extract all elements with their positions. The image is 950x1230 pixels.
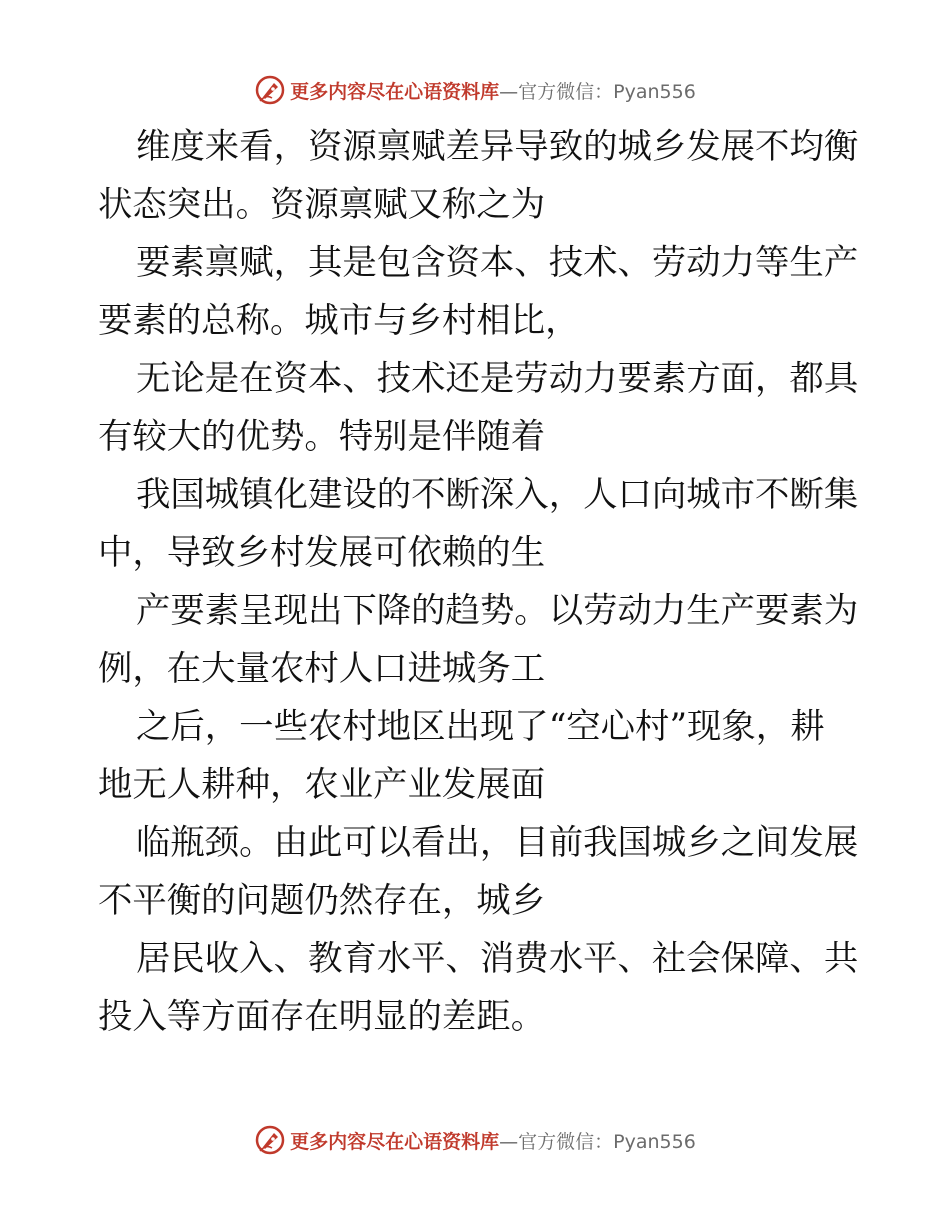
paragraph xyxy=(98,930,858,1046)
footer-promo-dash: — xyxy=(499,1130,519,1153)
paragraph-line: 临瓶颈。由此可以看出，目前我国城乡之间发展 xyxy=(136,823,859,863)
pen-nib-logo-icon xyxy=(254,74,286,106)
footer-promo-red: 更多内容尽在心语资料库 xyxy=(290,1130,500,1153)
footer-promo-gray: 官方微信：Pyan556 xyxy=(518,1130,696,1153)
header-promo-red: 更多内容尽在心语资料库 xyxy=(290,80,500,103)
paragraph-line: 例，在大量农村人口进城务工 xyxy=(98,649,546,689)
paragraph-line: 维度来看，资源禀赋差异导致的城乡发展不均衡 xyxy=(136,127,859,167)
paragraph-line: 居民收入、教育水平、消费水平、社会保障、共 xyxy=(136,939,859,979)
paragraph-line: 要素的总称。城市与乡村相比， xyxy=(98,301,580,341)
paragraph-line: 产要素呈现出下降的趋势。以劳动力生产要素为 xyxy=(136,591,859,631)
paragraph-line: 之后，一些农村地区出现了“空心村”现象，耕 xyxy=(136,707,825,747)
header-promo-banner xyxy=(0,70,950,110)
footer-promo-text xyxy=(290,1127,696,1154)
paragraph xyxy=(98,234,858,350)
paragraph-line: 不平衡的问题仍然存在，城乡 xyxy=(98,881,546,921)
paragraph-line: 中，导致乡村发展可依赖的生 xyxy=(98,533,546,573)
paragraph xyxy=(98,466,858,582)
footer-promo-banner xyxy=(0,1120,950,1160)
paragraph xyxy=(98,698,858,814)
paragraph xyxy=(98,814,858,930)
paragraph xyxy=(98,350,858,466)
document-body xyxy=(98,118,858,1046)
paragraph-line: 要素禀赋，其是包含资本、技术、劳动力等生产 xyxy=(136,243,859,283)
paragraph-line: 投入等方面存在明显的差距。 xyxy=(98,997,546,1037)
paragraph-line: 无论是在资本、技术还是劳动力要素方面，都具 xyxy=(136,359,859,399)
paragraph xyxy=(98,582,858,698)
paragraph-line: 状态突出。资源禀赋又称之为 xyxy=(98,185,546,225)
header-promo-text xyxy=(290,77,696,104)
header-promo-dash: — xyxy=(499,80,519,103)
paragraph xyxy=(98,118,858,234)
pen-nib-logo-icon xyxy=(254,1124,286,1156)
paragraph-line: 我国城镇化建设的不断深入，人口向城市不断集 xyxy=(136,475,859,515)
paragraph-line: 有较大的优势。特别是伴随着 xyxy=(98,417,546,457)
paragraph-line: 地无人耕种，农业产业发展面 xyxy=(98,765,546,805)
header-promo-gray: 官方微信：Pyan556 xyxy=(518,80,696,103)
